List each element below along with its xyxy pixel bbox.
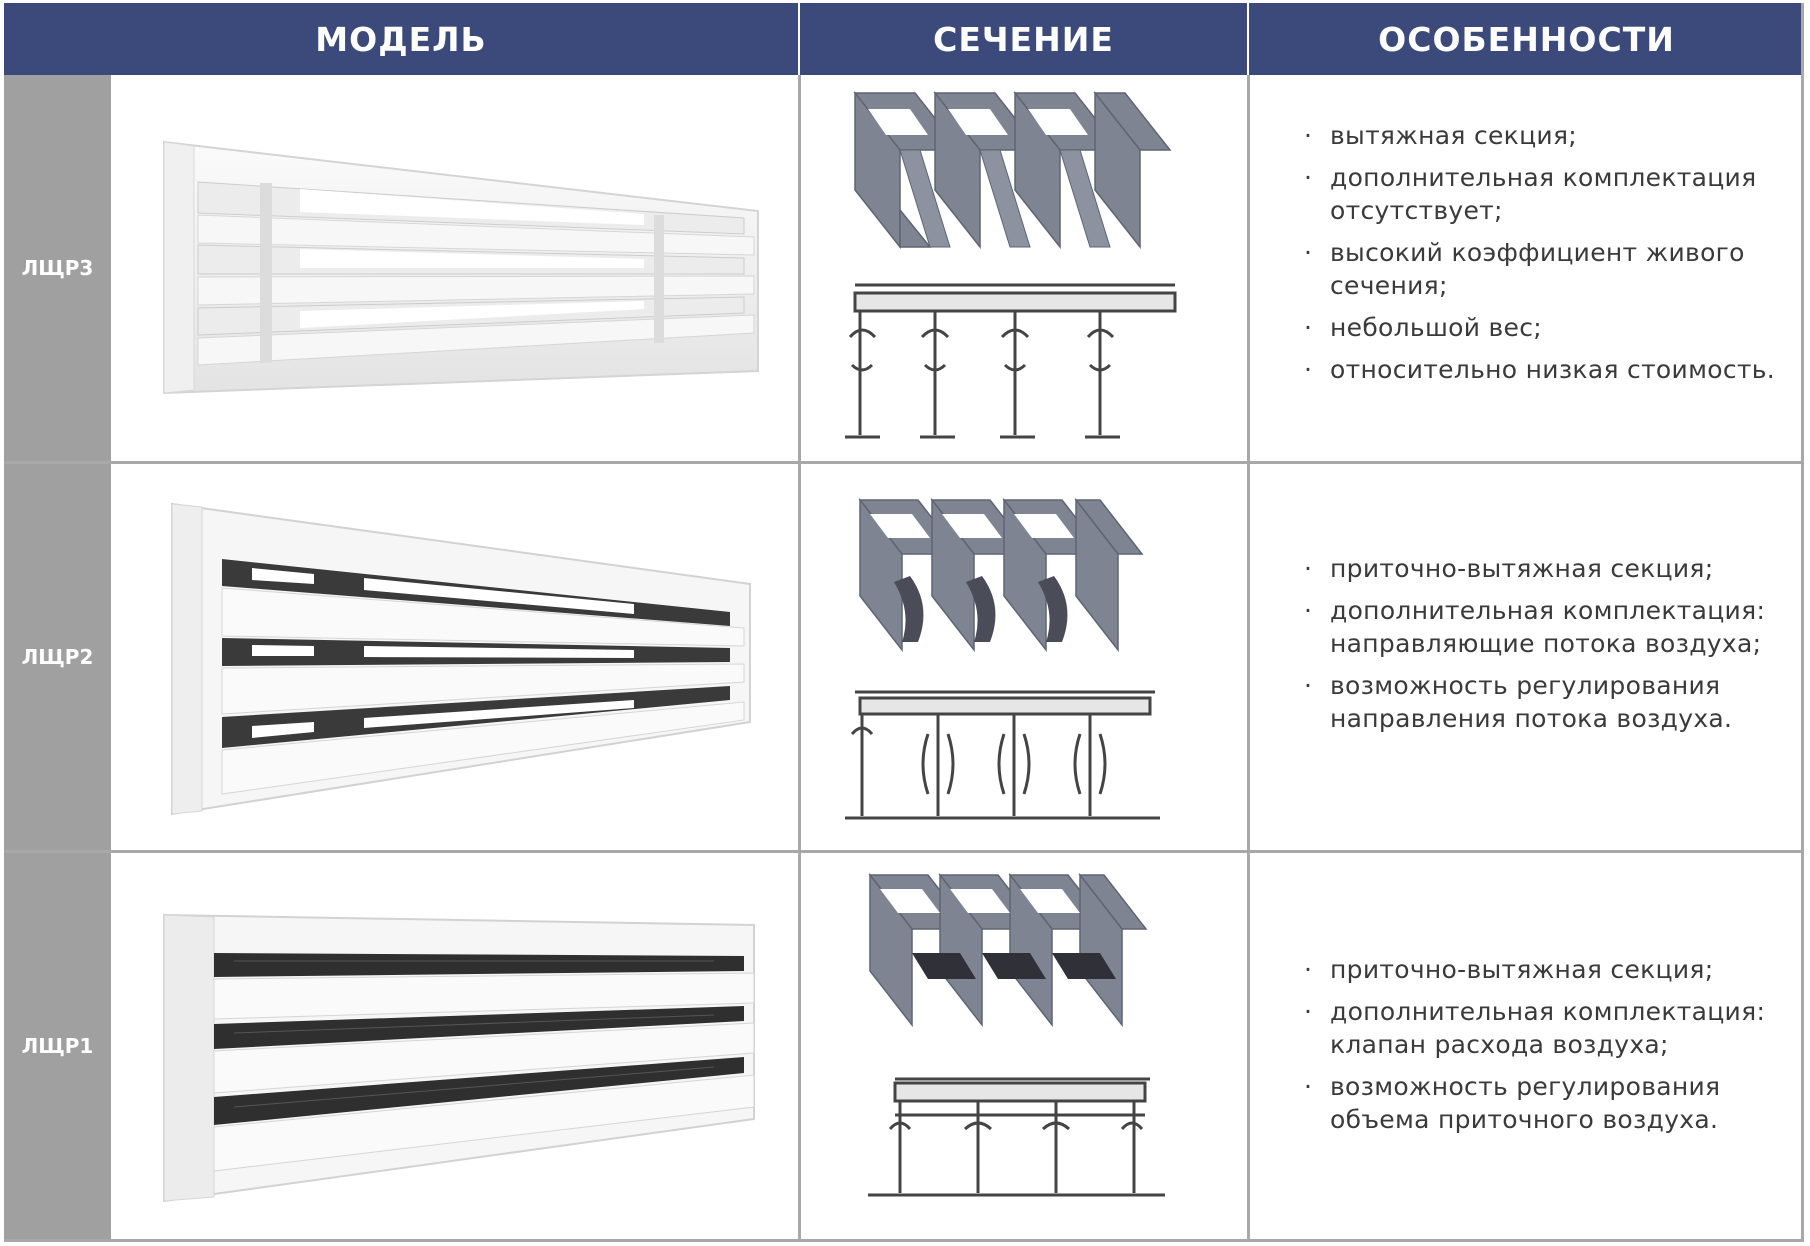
profile-cross-section-deflector-icon [800,464,1247,850]
table-row-lshchr3 [4,75,1804,461]
feature-item: · возможность регулирования объема приточного воздуха. [1304,1072,1721,1134]
linear-slot-grille-with-damper-icon [114,853,798,1239]
feature-item: · приточно-вытяжная секция; [1304,554,1714,583]
feature-item: · дополнительная комплектация отсутствует; [1304,163,1757,225]
features-cell [1252,464,1804,850]
model-label: ЛЩР3 [21,256,94,280]
table-row-lshchr2 [4,464,1804,850]
features-cell [1252,853,1804,1239]
column-divider [1247,853,1250,1239]
features-list [1302,552,1792,744]
header-model: МОДЕЛЬ [315,19,487,59]
features-cell [1252,75,1804,461]
feature-item: · дополнительная комплектация: клапан расхода воздуха; [1304,997,1766,1059]
feature-item: · относительно низкая стоимость. [1304,355,1776,384]
row-label-cell [4,853,111,1239]
row-label-cell [4,464,111,850]
column-divider [1247,75,1250,461]
row-label-cell [4,75,111,461]
profile-cross-section-exhaust-icon [800,75,1247,461]
column-divider [1247,464,1250,850]
features-list [1302,953,1792,1145]
row-divider [4,1239,1804,1242]
linear-slot-grille-3-slot-icon [114,75,798,461]
comparison-table [4,3,1804,1240]
model-label: ЛЩР1 [21,1034,94,1058]
header-features: ОСОБЕННОСТИ [1378,19,1675,59]
feature-item: · вытяжная секция; [1304,121,1577,150]
features-list [1302,119,1792,395]
feature-item: · приточно-вытяжная секция; [1304,955,1714,984]
feature-item: · небольшой вес; [1304,313,1543,342]
feature-item: · возможность регулирования направления потока воздуха. [1304,671,1733,733]
header-section: СЕЧЕНИЕ [933,19,1114,59]
table-row-lshchr1 [4,853,1804,1239]
linear-slot-grille-with-deflectors-icon [114,464,798,850]
feature-item: · дополнительная комплектация: направляющие потока воздуха; [1304,596,1766,658]
model-label: ЛЩР2 [21,645,94,669]
table-header [4,3,1804,75]
profile-cross-section-damper-icon [800,853,1247,1239]
feature-item: · высокий коэффициент живого сечения; [1304,238,1745,300]
